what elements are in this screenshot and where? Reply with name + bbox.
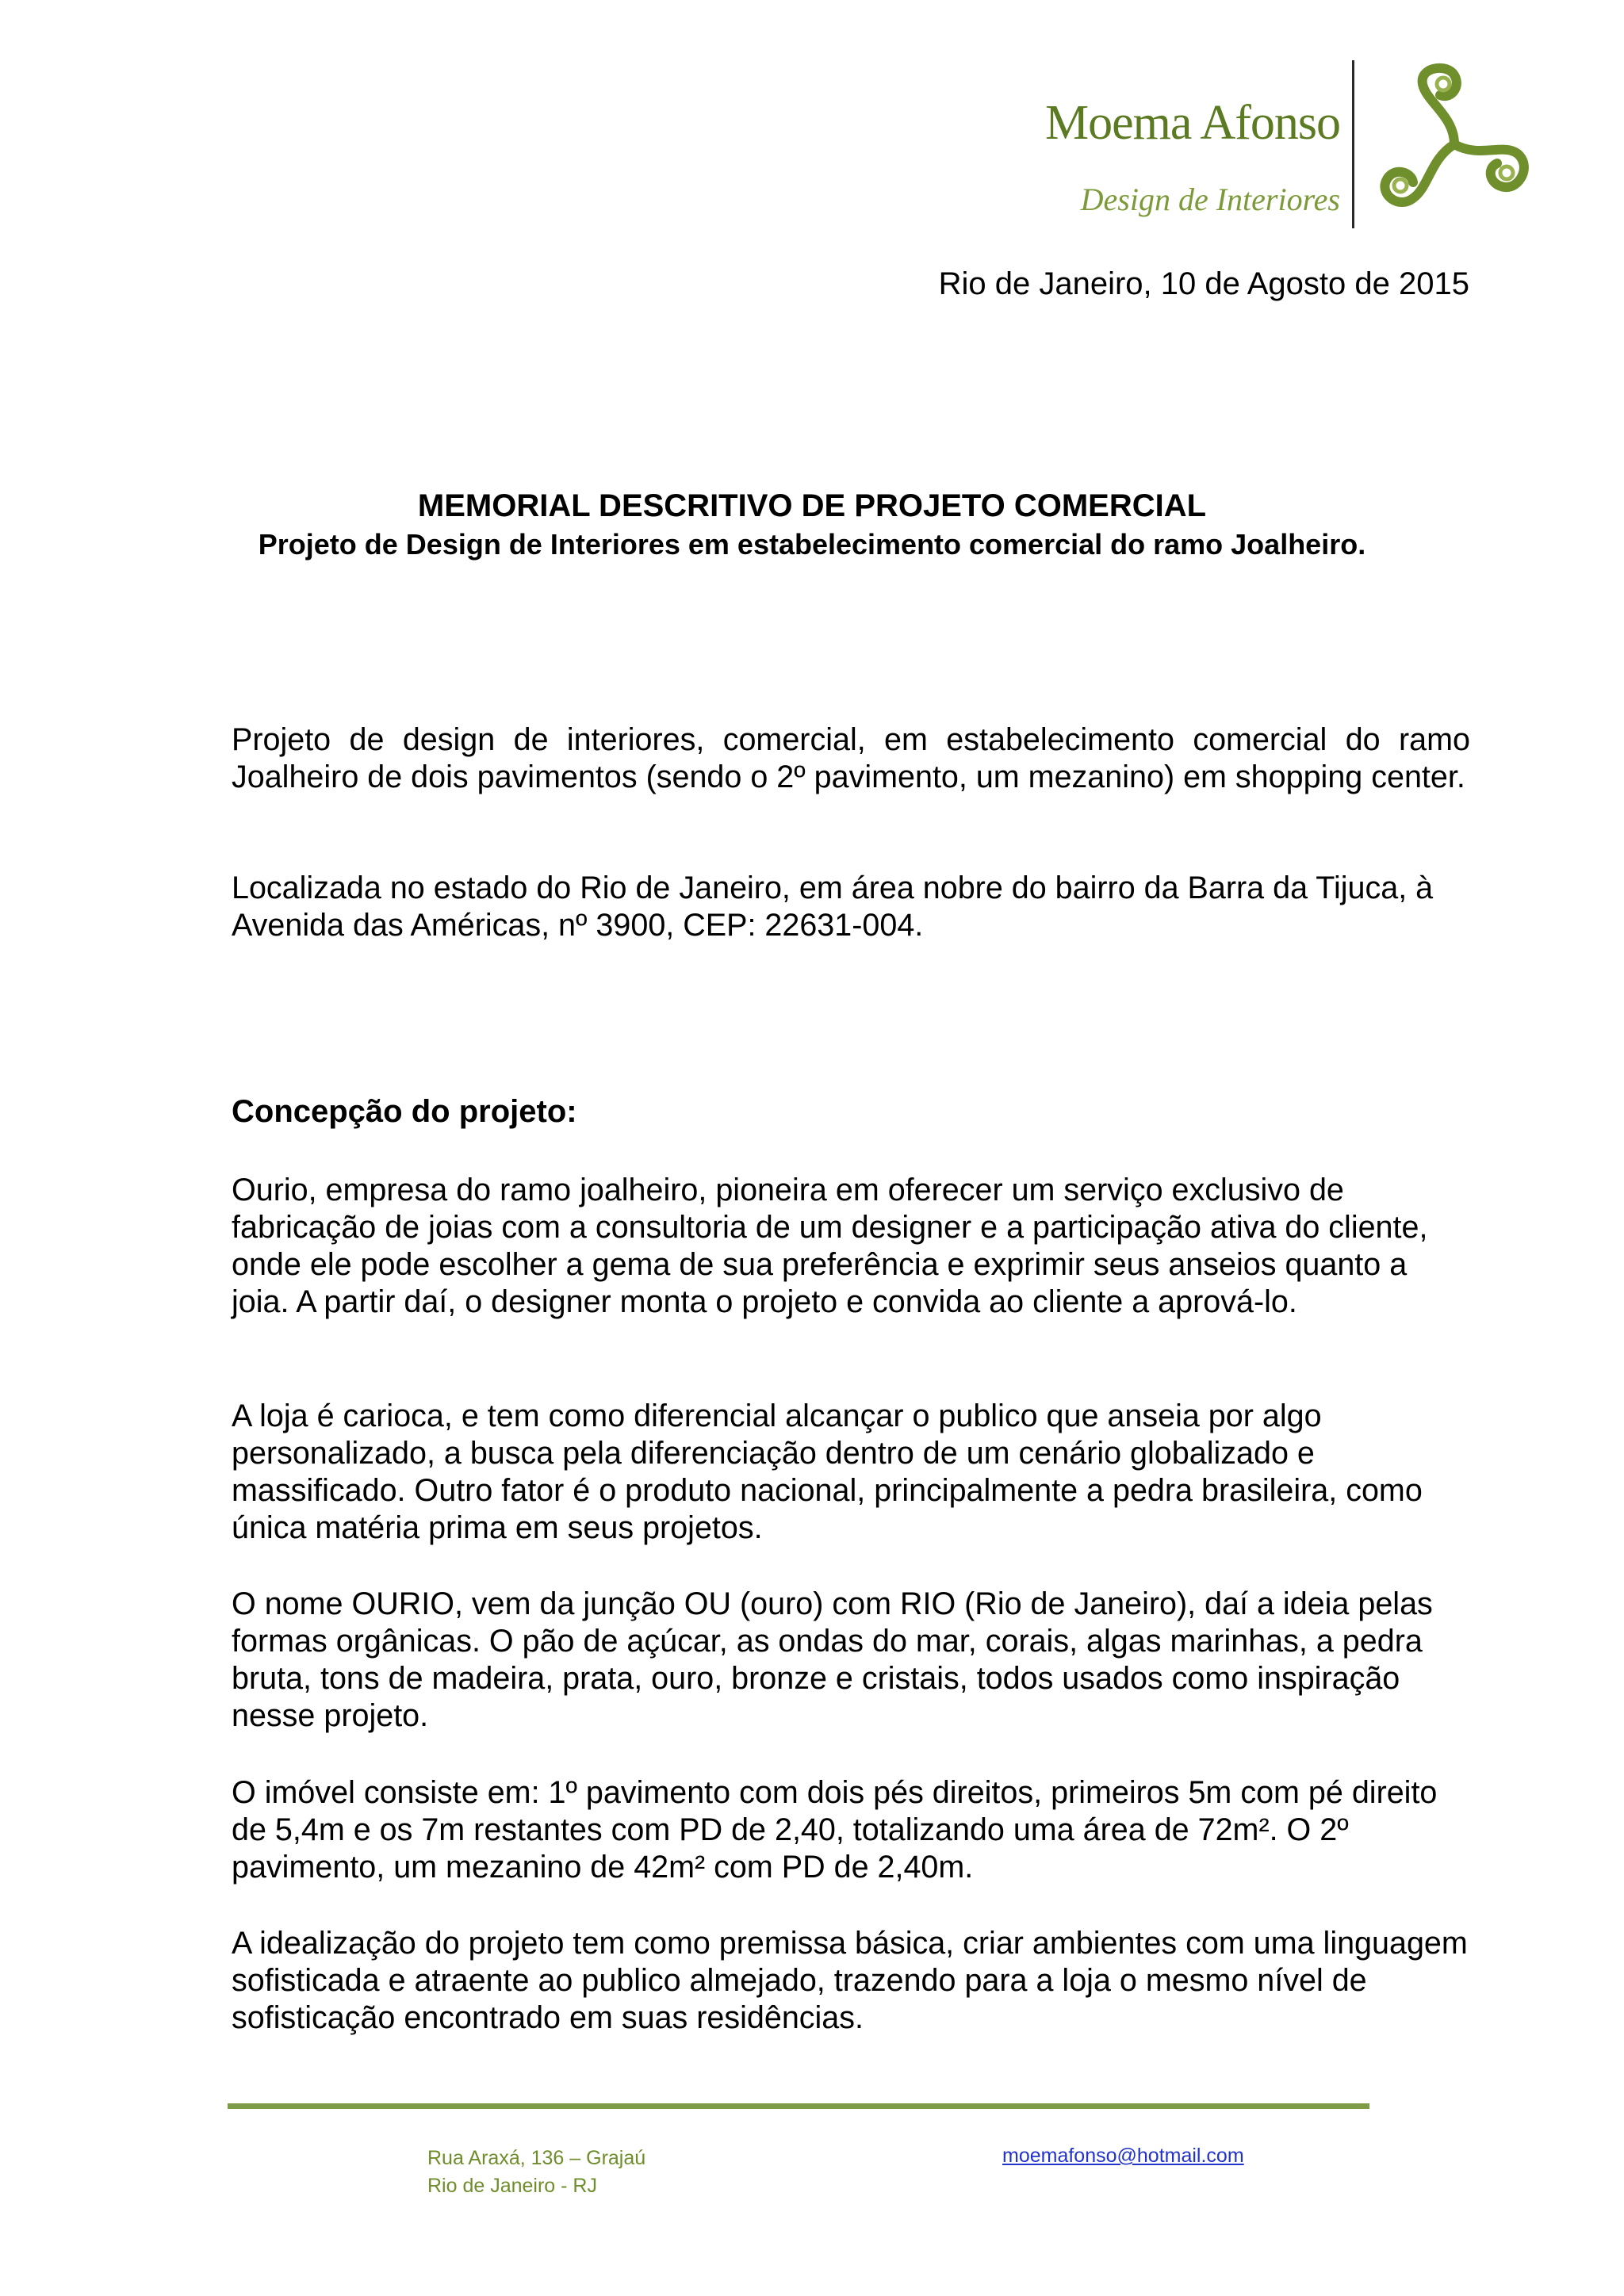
brand-name: Moema Afonso [1044, 96, 1340, 150]
concept-paragraph: Ourio, empresa do ramo joalheiro, pioneira em oferecer um serviço exclusivo de fabricação de joias com a consultoria de um designer e a participação ativa do cliente, onde ele pode escolher a gema de sua preferência e exprimir seus anseios quanto a joia. A partir daí, o designer monta o projeto e convida ao cliente a aprová-lo. [232, 1173, 1428, 1319]
document-title: MEMORIAL DESCRITIVO DE PROJETO COMERCIAL [417, 488, 1207, 523]
location-paragraph: Localizada no estado do Rio de Janeiro, em área nobre do bairro da Barra da Tijuca, à Avenida das Américas, nº 3900, CEP: 22631-004. [232, 871, 1434, 943]
footer-address [427, 2145, 645, 2200]
brand-tagline: Design de Interiores [1080, 182, 1340, 217]
address-line-2: Rio de Janeiro - RJ [427, 2175, 597, 2197]
triskelion-spiral-logo-icon [1370, 60, 1538, 228]
email-link[interactable]: moemafonso@hotmail.com [1002, 2145, 1244, 2167]
letterhead-divider [1352, 60, 1354, 228]
concept-paragraph: O nome OURIO, vem da junção OU (ouro) com RIO (Rio de Janeiro), daí a ideia pelas formas orgânicas. O pão de açúcar, as ondas do mar, corais, algas marinhas, a pedra bruta, tons de madeira, prata, ouro, bronze e cristais, todos usados como inspiração nesse projeto. [232, 1586, 1433, 1733]
section-heading: Concepção do projeto: [232, 1094, 577, 1129]
document-subtitle: Projeto de Design de Interiores em estabelecimento comercial do ramo Joalheiro. [258, 528, 1366, 561]
address-line-1: Rua Araxá, 136 – Grajaú [427, 2147, 646, 2169]
concept-paragraph: O imóvel consiste em: 1º pavimento com dois pés direitos, primeiros 5m com pé direito de 5,4m e os 7m restantes com PD de 2,40, totalizando uma área de 72m². O 2º pavimento, um mezanino de 42m² com PD de 2,40m. [232, 1775, 1438, 1885]
footer-divider [228, 2103, 1369, 2109]
document-date: Rio de Janeiro, 10 de Agosto de 2015 [938, 266, 1469, 301]
concept-paragraph: A idealização do projeto tem como premissa básica, criar ambientes com uma linguagem sofisticada e atraente ao publico almejado, trazendo para a loja o mesmo nível de sofisticação encontrado em suas residências. [232, 1926, 1468, 2035]
concept-paragraph: A loja é carioca, e tem como diferencial alcançar o publico que anseia por algo personalizado, a busca pela diferenciação dentro de um cenário globalizado e massificado. Outro fator é o produto nacional, principalmente a pedra brasileira, como única matéria prima em seus projetos. [232, 1399, 1423, 1545]
intro-paragraph: Projeto de design de interiores, comercial, em estabelecimento comercial do ramo Joalheiro de dois pavimentos (sendo o 2º pavimento, um mezanino) em shopping center. [232, 722, 1470, 794]
